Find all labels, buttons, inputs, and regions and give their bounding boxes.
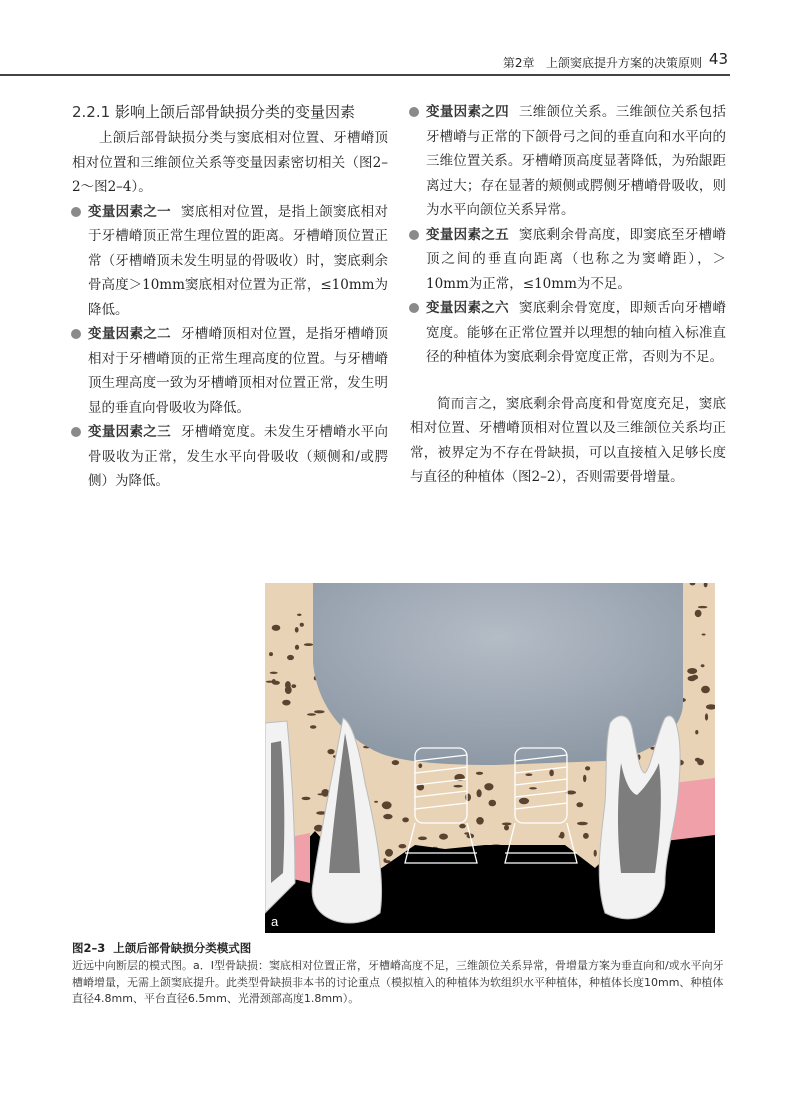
page-header [0, 0, 800, 90]
bone-pore [287, 655, 294, 660]
factor-text: 窦底相对位置，是指上颌窦底相对于牙槽嵴顶正常生理位置的距离。牙槽嵴顶位置正常（牙槽嵴顶未发生明显的骨吸收）时，窦底剩余骨高度＞10mm窦底相对位置为正常，≤10mm为降低。 [88, 203, 389, 318]
bone-pore [304, 643, 313, 646]
bone-pore [687, 668, 697, 674]
factor-label: 变量因素之三 [88, 424, 171, 440]
bone-pore [476, 772, 483, 775]
caption-body: 近远中向断层的模式图。a．Ⅰ型骨缺损：窦底相对位置正常，牙槽嵴高度不足，三维颌位关系异常，骨增量方案为垂直向和/或水平向牙槽嵴增量，无需上颌窦底提升。此类型骨缺损非本书的讨论重点（模拟植入的种植体为软组织水平种植体，种植体长度10mm、种植体直径4.8mm、平台直径6.5mm、光滑颈部高度1.8mm）。 [72, 959, 724, 1005]
bone-pore [402, 817, 409, 822]
running-head [503, 54, 702, 71]
bone-pore [269, 652, 273, 656]
bone-pore [695, 610, 702, 617]
factor-text: 牙槽嵴宽度。未发生牙槽嵴水平向骨吸收为正常，发生水平向骨吸收（颊侧和/或腭侧）为降低。 [88, 424, 389, 489]
bone-pore [697, 759, 704, 765]
bone-pore [705, 713, 708, 720]
bone-pore [476, 817, 484, 825]
right-column [410, 100, 726, 490]
bone-pore [295, 645, 299, 650]
bullet-icon [409, 303, 419, 313]
bone-pore [270, 672, 278, 674]
left-column [72, 100, 388, 494]
factor-label: 变量因素之一 [88, 203, 171, 220]
bone-pore [300, 623, 304, 627]
section-title-text: 影响上颌后部骨缺损分类的变量因素 [114, 103, 355, 121]
bone-pore [583, 775, 586, 782]
factor-item-2 [72, 322, 388, 420]
bone-pore [297, 614, 301, 616]
panel-label: a [271, 914, 279, 929]
bone-pore [484, 783, 493, 790]
factor-text: 牙槽嵴顶相对位置，是指牙槽嵴顶相对于牙槽嵴顶的正常生理高度的位置。与牙槽嵴顶生理高度一致为牙槽嵴顶相对位置正常，发生明显的垂直向骨吸收为降低。 [88, 326, 389, 416]
bone-pore [559, 835, 564, 838]
caption-number: 图2–3 [72, 941, 106, 955]
chapter-title: 上颌窦底提升方案的决策原则 [545, 56, 702, 70]
bone-pore [418, 764, 422, 769]
bone-pore [307, 713, 316, 715]
bone-pore [399, 844, 407, 848]
bone-pore [594, 850, 597, 857]
bone-pore [698, 606, 708, 608]
bullet-icon [409, 107, 419, 117]
bone-pore [525, 773, 532, 776]
section-number: 2.2.1 [72, 103, 111, 121]
bone-pore [382, 801, 392, 809]
factor-label: 变量因素之五 [426, 226, 509, 243]
bone-pore [465, 794, 471, 802]
caption-title [72, 940, 728, 956]
section-title [72, 100, 388, 124]
bone-pore [374, 801, 378, 803]
bone-pore [439, 834, 448, 840]
factor-text: 窦底剩余骨宽度，即颊舌向牙槽嵴宽度。能够在正常位置并以理想的轴向植入标准直径的种植体为窦底剩余骨宽度正常，否则为不足。 [426, 300, 727, 365]
bone-pore [282, 700, 290, 706]
bone-pore [504, 825, 509, 831]
bone-pore [295, 627, 299, 633]
bullet-icon [71, 207, 81, 217]
bone-pore [583, 833, 589, 839]
bone-pore [529, 787, 537, 789]
bullet-icon [409, 230, 419, 240]
caption-title-text: 上颌后部骨缺损分类模式图 [113, 941, 252, 955]
factor-item-4 [410, 100, 726, 223]
intro-paragraph: 上颌后部骨缺损分类与窦底相对位置、牙槽嵴顶相对位置和三维颌位关系等变量因素密切相关（图2–2～图2–4）。 [72, 130, 388, 195]
bone-pore [477, 789, 482, 797]
header-rule [0, 74, 730, 76]
dental-cross-section-diagram [265, 583, 715, 933]
bone-pore [489, 800, 497, 807]
bone-pore [385, 849, 393, 857]
bone-pore [314, 710, 325, 713]
bone-pore [702, 634, 706, 636]
summary-paragraph: 简而言之，窦底剩余骨高度和骨宽度充足，窦底相对位置、牙槽嵴顶相对位置以及三维颌位关系均正常，被界定为不存在骨缺损，可以直接植入足够长度与直径的种植体（图2–2），否则需要骨增量。 [410, 395, 726, 485]
bullet-icon [71, 427, 81, 437]
bone-pore [327, 749, 334, 754]
bone-pore [459, 824, 466, 829]
bone-pore [272, 679, 276, 684]
bone-pore [302, 797, 311, 800]
factor-item-5 [410, 223, 726, 297]
bone-pore [695, 730, 698, 734]
bone-pore [310, 725, 316, 728]
factor-label: 变量因素之二 [88, 326, 171, 342]
figure-illustration [265, 583, 715, 933]
chapter-label: 第2章 [502, 56, 535, 70]
bone-pore [519, 798, 529, 804]
bone-pore [576, 802, 583, 807]
bone-pore [453, 785, 462, 788]
bone-pore [272, 625, 281, 631]
bone-pore [502, 823, 512, 826]
bone-pore [688, 676, 697, 681]
bone-pore [549, 770, 554, 777]
bone-pore [701, 664, 705, 667]
bone-pore [585, 766, 590, 770]
bone-pore [383, 814, 392, 819]
factor-label: 变量因素之四 [426, 104, 509, 120]
bone-pore [701, 686, 710, 693]
bone-pore [418, 837, 427, 841]
bone-pore [577, 822, 588, 825]
factor-label: 变量因素之六 [426, 300, 509, 316]
paragraph-spacer [410, 370, 726, 392]
bone-pore [291, 684, 296, 688]
factor-item-3 [72, 420, 388, 494]
page-number: 43 [708, 50, 728, 68]
factor-item-6 [410, 296, 726, 370]
bone-pore [285, 681, 291, 689]
factor-text: 窦底剩余骨高度，即窦底至牙槽嵴顶之间的垂直向距离（也称之为窦嵴距），＞10mm为正常，≤10mm为不足。 [426, 226, 727, 292]
factor-text: 三维颌位关系。三维颌位关系包括牙槽嵴与正常的下颌骨弓之间的垂直向和水平向的三维位置关系。牙槽嵴顶高度显著降低，为殆龈距离过大；存在显著的颊侧或腭侧牙槽嵴骨吸收，则为水平向颌位关系异常。 [426, 104, 727, 218]
bullet-icon [71, 329, 81, 339]
bone-pore [392, 760, 399, 765]
factor-item-1 [72, 200, 388, 323]
figure-caption [72, 940, 728, 1008]
